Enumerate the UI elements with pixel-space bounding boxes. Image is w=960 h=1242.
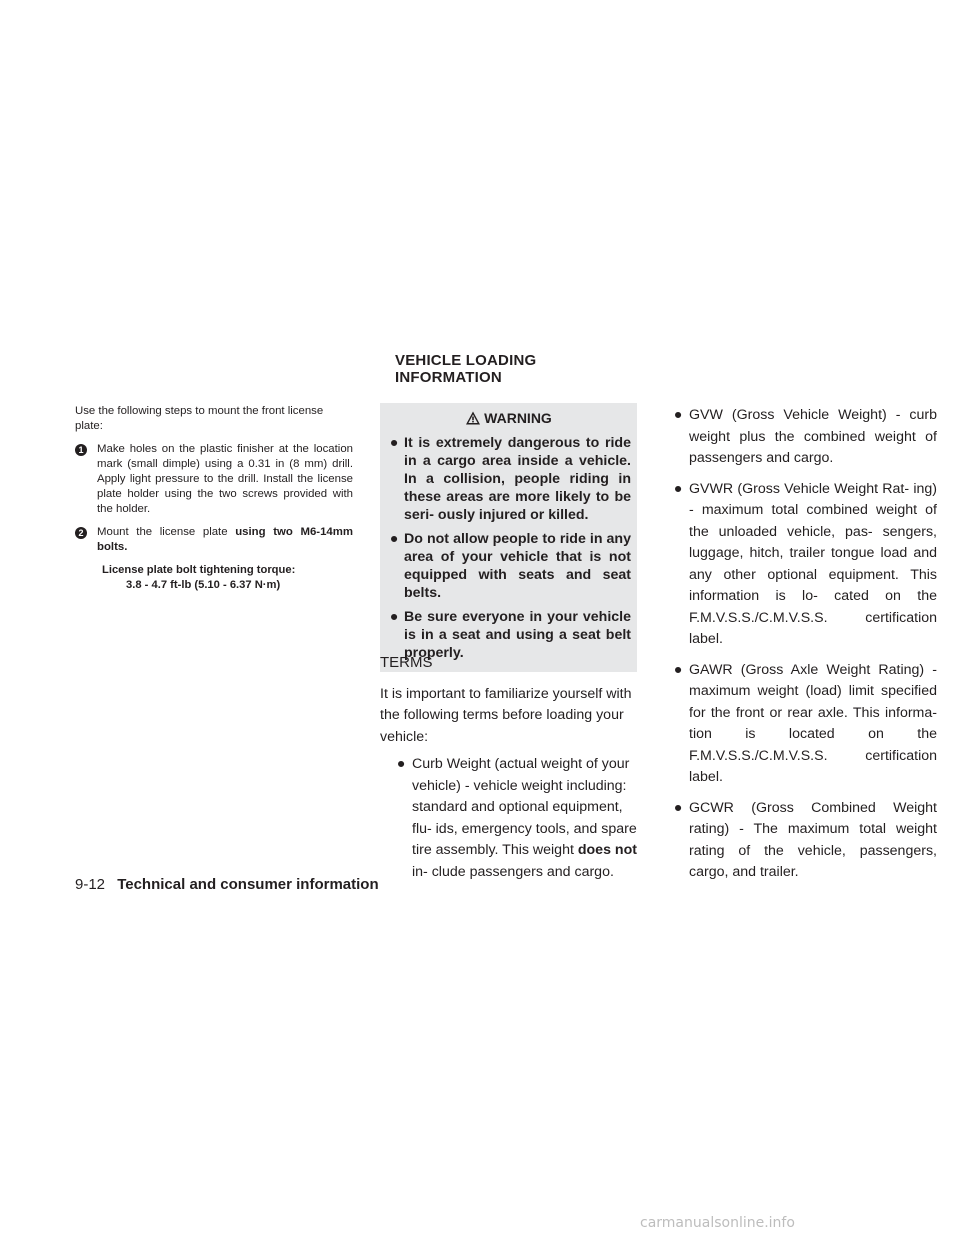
warning-text: Be sure everyone in your vehicle is in a seat and using a seat belt properly.: [404, 609, 631, 661]
bullet-icon: ●: [673, 407, 683, 423]
bullet-icon: ●: [389, 435, 399, 451]
warning-box: [380, 403, 637, 672]
torque-value: 3.8 - 4.7 ft-lb (5.10 - 6.37 N·m): [126, 579, 281, 591]
step-number-icon: 2: [75, 527, 87, 539]
watermark: carmanualsonline.info: [640, 1215, 795, 1231]
term-gcwr: [667, 798, 937, 884]
term-gvw: [667, 405, 937, 470]
step-number-icon: 1: [75, 444, 87, 456]
step-2: [75, 525, 353, 555]
bullet-icon: ●: [673, 799, 683, 816]
step-1: [75, 442, 353, 517]
intro-text: Use the following steps to mount the front license plate:: [75, 405, 324, 432]
terms-intro: It is important to familiarize yourself with the following terms before loading your vehicle:: [380, 685, 632, 745]
warning-triangle-icon: [465, 410, 481, 426]
curb-text-post: in- clude passengers and cargo.: [412, 863, 614, 880]
terms-list: [667, 405, 937, 893]
term-gvwr: [667, 479, 937, 651]
section-title: VEHICLE LOADING INFORMATION: [395, 352, 537, 386]
term-gawr: [667, 660, 937, 789]
curb-text-pre: Curb Weight (actual weight of your vehicle) - vehicle weight including: standard and optional equipment, flu- ids, emergency tools, and spare tire assembly. This weight: [412, 756, 637, 858]
torque-label: License plate bolt tightening torque:: [102, 564, 296, 576]
step-text-bold: using two M6-14mm bolts.: [97, 526, 354, 553]
warning-header: [380, 408, 637, 428]
step-text-plain: Mount the license plate: [97, 526, 236, 538]
term-text: GVW (Gross Vehicle Weight) - curb weight plus the combined weight of passengers and cargo.: [689, 407, 937, 466]
torque-spec: [102, 563, 353, 593]
warning-text: It is extremely dangerous to ride in a cargo area inside a vehicle. In a collision, people riding in these areas are more likely to be seri- ously injured or killed.: [404, 435, 631, 523]
step-text: [97, 525, 353, 555]
bullet-icon: ●: [389, 531, 399, 547]
page-number: 9-12: [75, 876, 106, 893]
license-plate-instructions: [75, 404, 353, 593]
terms-heading: TERMS: [380, 654, 433, 671]
term-text: GCWR (Gross Combined Weight rating) - The maximum total weight rating of the vehicle, passengers, cargo, and trailer.: [689, 799, 937, 880]
term-text: GAWR (Gross Axle Weight Rating) - maximum weight (load) limit specified for the front or rear axle. This informa- tion is located on the F.M.V.S.S./C.M.V.S.S. certification label.: [689, 661, 937, 785]
bullet-icon: ●: [673, 480, 683, 497]
warning-text: Do not allow people to ride in any area of your vehicle that is not equipped with seats and seat belts.: [404, 531, 631, 601]
term-text: GVWR (Gross Vehicle Weight Rat- ing) - maximum total combined weight of the unloaded vehicle, pas- sengers, luggage, hitch, trailer tongue load and any other optional equipment. This information is lo- cated on the F.M.V.S.S./C.M.V.S.S. certification label.: [689, 480, 937, 647]
chapter-title: Technical and consumer information: [117, 876, 379, 893]
term-curb-weight: [390, 754, 640, 883]
curb-text-bold: does not: [577, 842, 637, 858]
bullet-icon: ●: [673, 661, 683, 678]
warning-item: [384, 530, 631, 602]
page-footer: [75, 876, 379, 893]
step-text: Make holes on the plastic finisher at the location mark (small dimple) using a 0.31 in (8 mm) drill. Apply light pressure to the drill. Install the license plate holder using the two screws provided with the holder.: [97, 443, 353, 515]
term-text: [412, 754, 640, 883]
terms-section: [380, 652, 640, 883]
bullet-icon: ●: [396, 756, 406, 772]
warning-title: WARNING: [484, 410, 552, 426]
bullet-icon: ●: [389, 609, 399, 625]
warning-item: [384, 434, 631, 524]
